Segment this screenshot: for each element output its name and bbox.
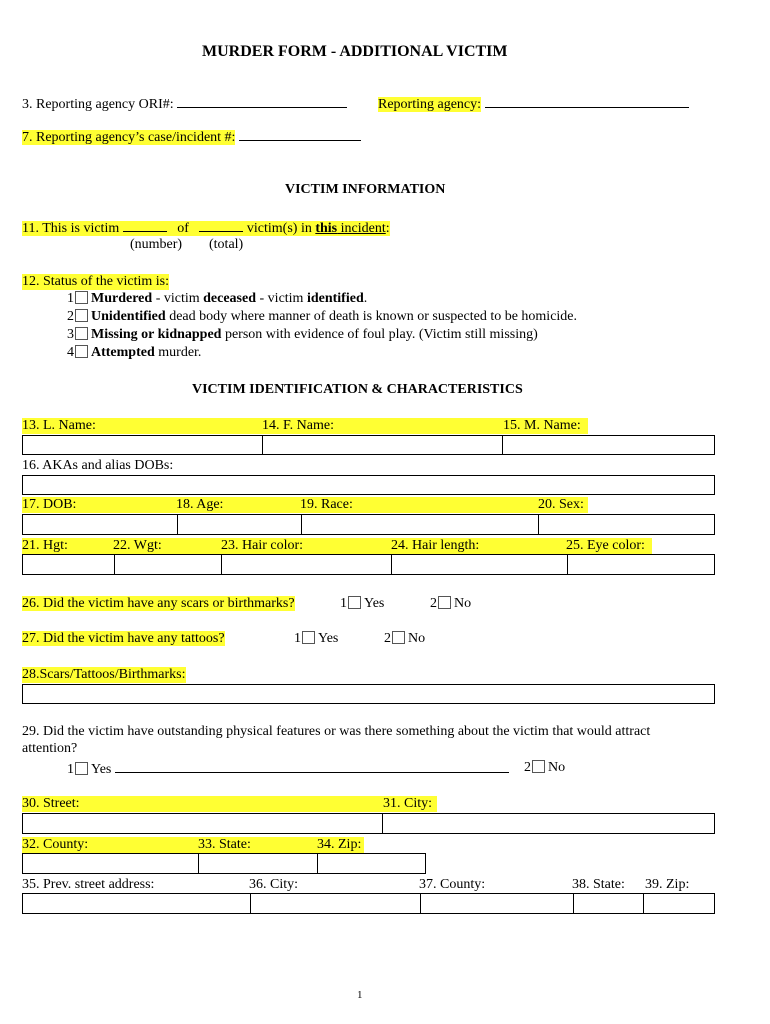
- race-field[interactable]: [302, 515, 539, 534]
- prev-address-row: [22, 893, 715, 914]
- street-field[interactable]: [23, 814, 383, 833]
- prev-zip-label: 39. Zip:: [645, 877, 690, 892]
- page-number: 1: [357, 989, 363, 1001]
- identification-heading: VICTIM IDENTIFICATION & CHARACTERISTICS: [192, 382, 523, 397]
- tattoos-yes-checkbox[interactable]: [302, 631, 315, 644]
- tattoos-no-checkbox[interactable]: [392, 631, 405, 644]
- aka-field[interactable]: [23, 476, 714, 494]
- features-yes-option: 1 Yes: [67, 760, 509, 778]
- hair-length-field[interactable]: [392, 555, 568, 574]
- marks-label: 28.Scars/Tattoos/Birthmarks:: [22, 667, 186, 682]
- features-yes-checkbox[interactable]: [75, 762, 88, 775]
- height-label: 21. Hgt:: [22, 538, 68, 553]
- marks-field[interactable]: [23, 685, 714, 703]
- weight-field[interactable]: [115, 555, 222, 574]
- tattoos-yes-option: 1 Yes: [294, 631, 339, 646]
- zip-label: 34. Zip:: [317, 837, 362, 852]
- name-row: [22, 435, 715, 455]
- marks-row: [22, 684, 715, 704]
- scars-question: 26. Did the victim have any scars or birthmarks?: [22, 596, 295, 611]
- address-row-highlight: [22, 796, 437, 812]
- features-no-option: 2 No: [524, 760, 566, 775]
- scars-no-option: 2 No: [430, 596, 472, 611]
- age-field[interactable]: [178, 515, 302, 534]
- middle-name-label: 15. M. Name:: [503, 418, 581, 433]
- victim-number-line[interactable]: [123, 219, 167, 232]
- case-number-line[interactable]: [239, 128, 361, 141]
- features-description-line[interactable]: [115, 760, 509, 773]
- features-question-cont: attention?: [22, 741, 78, 756]
- agency-line[interactable]: [485, 95, 689, 108]
- age-label: 18. Age:: [176, 497, 224, 512]
- tattoos-question: 27. Did the victim have any tattoos?: [22, 631, 225, 646]
- prev-state-label: 38. State:: [572, 877, 625, 892]
- county-field[interactable]: [23, 854, 199, 873]
- status-option-unidentified: 2 Unidentified dead body where manner of death is known or suspected to be homicide.: [67, 309, 578, 324]
- race-label: 19. Race:: [300, 497, 353, 512]
- prev-county-label: 37. County:: [419, 877, 486, 892]
- prev-city-field[interactable]: [251, 894, 421, 913]
- scars-no-checkbox[interactable]: [438, 596, 451, 609]
- status-option-murdered: 1 Murdered - victim deceased - victim identified.: [67, 291, 368, 306]
- state-label: 33. State:: [198, 837, 251, 852]
- sex-label: 20. Sex:: [538, 497, 584, 512]
- scars-yes-option: 1 Yes: [340, 596, 385, 611]
- attempted-checkbox[interactable]: [75, 345, 88, 358]
- prev-city-label: 36. City:: [249, 877, 299, 892]
- eye-color-field[interactable]: [568, 555, 714, 574]
- last-name-field[interactable]: [23, 436, 263, 454]
- total-caption: (total): [209, 237, 244, 252]
- city-label: 31. City:: [383, 796, 433, 811]
- prev-address-field[interactable]: [23, 894, 251, 913]
- prev-address-label: 35. Prev. street address:: [22, 877, 155, 892]
- features-question: 29. Did the victim have outstanding physical features or was there something about the victim that would attract: [22, 724, 651, 739]
- address-row: [22, 813, 715, 834]
- physical-row: [22, 554, 715, 575]
- county-row: [22, 853, 426, 874]
- form-title: MURDER FORM - ADDITIONAL VICTIM: [202, 43, 508, 60]
- hair-color-field[interactable]: [222, 555, 392, 574]
- middle-name-field[interactable]: [503, 436, 714, 454]
- county-label: 32. County:: [22, 837, 89, 852]
- state-field[interactable]: [199, 854, 318, 873]
- prev-county-field[interactable]: [421, 894, 574, 913]
- ori-line[interactable]: [177, 95, 347, 108]
- victim-info-heading: VICTIM INFORMATION: [285, 182, 446, 197]
- sex-field[interactable]: [539, 515, 714, 534]
- victim-count-row: 11. This is victim of victim(s) in this incident:: [22, 221, 390, 236]
- tattoos-no-option: 2 No: [384, 631, 426, 646]
- hair-length-label: 24. Hair length:: [391, 538, 480, 553]
- number-caption: (number): [130, 237, 183, 252]
- dob-label: 17. DOB:: [22, 497, 77, 512]
- prev-state-field[interactable]: [574, 894, 644, 913]
- unidentified-checkbox[interactable]: [75, 309, 88, 322]
- dob-row: [22, 514, 715, 535]
- ori-label: 3. Reporting agency ORI#:: [22, 95, 347, 113]
- victim-total-line[interactable]: [199, 219, 243, 232]
- missing-checkbox[interactable]: [75, 327, 88, 340]
- aka-row: [22, 475, 715, 495]
- zip-field[interactable]: [318, 854, 425, 873]
- height-field[interactable]: [23, 555, 115, 574]
- features-no-checkbox[interactable]: [532, 760, 545, 773]
- aka-label: 16. AKAs and alias DOBs:: [22, 458, 174, 473]
- case-number-label: 7. Reporting agency’s case/incident #:: [22, 128, 361, 146]
- weight-label: 22. Wgt:: [113, 538, 162, 553]
- eye-color-label: 25. Eye color:: [566, 538, 645, 553]
- status-option-attempted: 4 Attempted murder.: [67, 345, 202, 360]
- status-label: 12. Status of the victim is:: [22, 274, 169, 289]
- hair-color-label: 23. Hair color:: [221, 538, 304, 553]
- status-option-missing: 3 Missing or kidnapped person with evidence of foul play. (Victim still missing): [67, 327, 538, 342]
- city-field[interactable]: [383, 814, 714, 833]
- last-name-label: 13. L. Name:: [22, 418, 96, 433]
- prev-zip-field[interactable]: [644, 894, 714, 913]
- murdered-checkbox[interactable]: [75, 291, 88, 304]
- first-name-field[interactable]: [263, 436, 503, 454]
- first-name-label: 14. F. Name:: [262, 418, 334, 433]
- scars-yes-checkbox[interactable]: [348, 596, 361, 609]
- street-label: 30. Street:: [22, 796, 80, 811]
- dob-field[interactable]: [23, 515, 178, 534]
- agency-label: Reporting agency:: [378, 95, 689, 113]
